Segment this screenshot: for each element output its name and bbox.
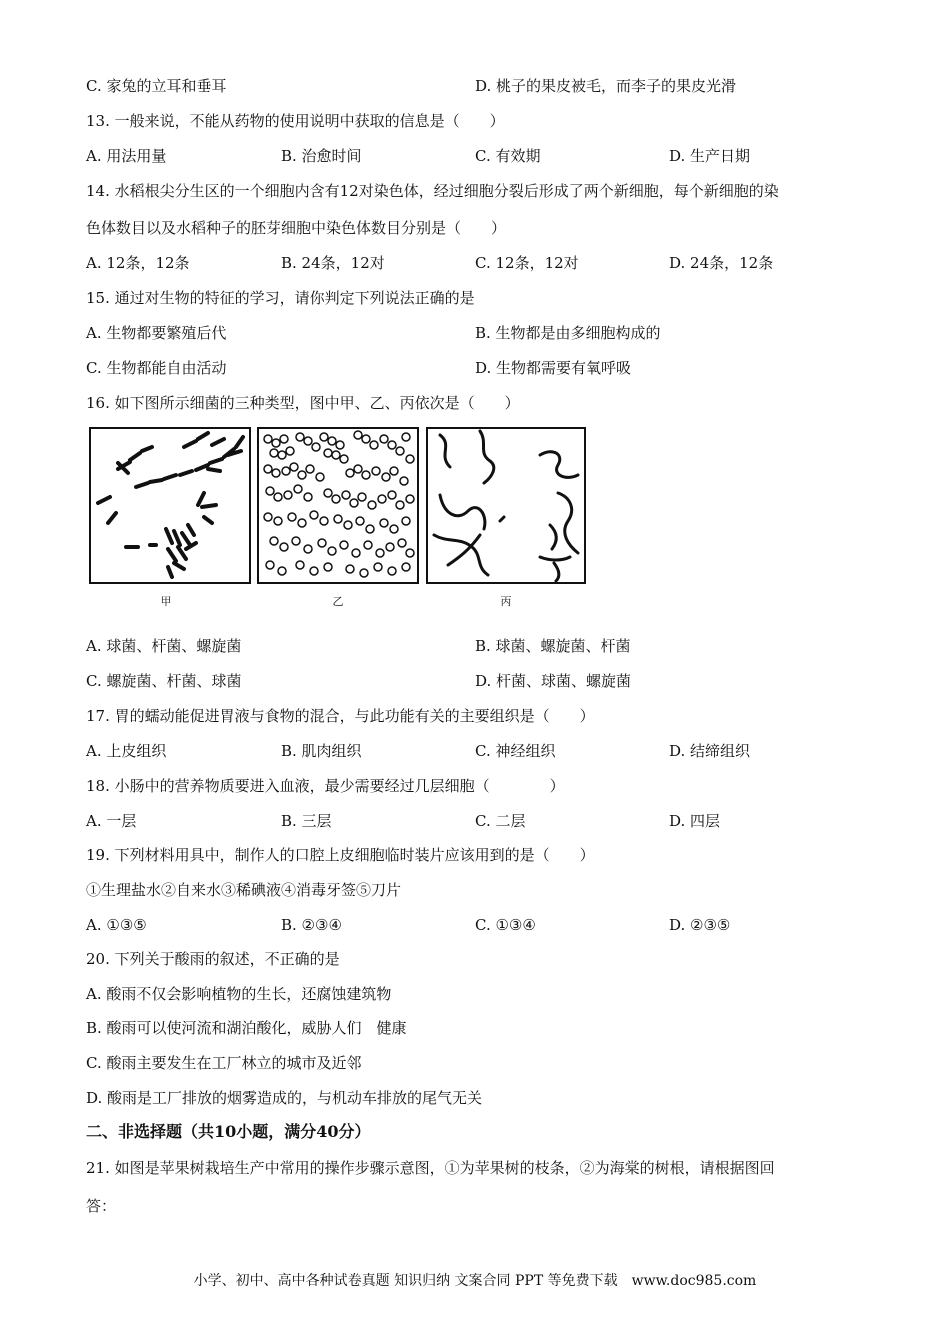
- q15-option-d: D. 生物都需要有氧呼吸: [475, 359, 632, 377]
- bacteria-figure: [88, 425, 588, 615]
- q19-option-a: A. ①③⑤: [86, 916, 147, 934]
- spirilla-panel: [427, 428, 585, 583]
- q18-option-d: D. 四层: [669, 812, 721, 830]
- q15-option-a: A. 生物都要繁殖后代: [86, 324, 227, 342]
- q17-stem: 17. 胃的蠕动能促进胃液与食物的混合，与此功能有关的主要组织是（ ）: [86, 707, 595, 725]
- q14-option-d: D. 24条，12条: [669, 254, 774, 272]
- q19-option-c: C. ①③④: [475, 916, 536, 934]
- q13-option-a: A. 用法用量: [86, 147, 167, 165]
- q13-stem: 13. 一般来说，不能从药物的使用说明中获取的信息是（ ）: [86, 112, 505, 130]
- q20-option-d: D. 酸雨是工厂排放的烟雾造成的，与机动车排放的尾气无关: [86, 1089, 483, 1107]
- figure-label-yi: 乙: [332, 595, 344, 608]
- q13-option-d: D. 生产日期: [669, 147, 751, 165]
- q13-option-c: C. 有效期: [475, 147, 541, 165]
- q19-stem: 19. 下列材料用具中，制作人的口腔上皮细胞临时装片应该用到的是（ ）: [86, 846, 595, 864]
- q16-option-b: B. 球菌、螺旋菌、杆菌: [475, 637, 631, 655]
- q16-option-d: D. 杆菌、球菌、螺旋菌: [475, 672, 632, 690]
- q14-option-b: B. 24条，12对: [281, 254, 385, 272]
- q15-stem: 15. 通过对生物的特征的学习，请你判定下列说法正确的是: [86, 289, 475, 307]
- q15-option-c: C. 生物都能自由活动: [86, 359, 227, 377]
- q20-option-a: A. 酸雨不仅会影响植物的生长，还腐蚀建筑物: [86, 985, 392, 1003]
- q18-option-a: A. 一层: [86, 812, 137, 830]
- q19-option-b: B. ②③④: [281, 916, 342, 934]
- q17-option-b: B. 肌肉组织: [281, 742, 362, 760]
- q19-materials: ①生理盐水②自来水③稀碘液④消毒牙签⑤刀片: [86, 881, 402, 899]
- q13-option-b: B. 治愈时间: [281, 147, 362, 165]
- q18-option-b: B. 三层: [281, 812, 332, 830]
- section-heading: 二、非选择题（共10小题，满分40分）: [86, 1122, 371, 1141]
- q14-option-a: A. 12条，12条: [86, 254, 190, 272]
- figure-label-bing: 丙: [500, 595, 512, 608]
- q17-option-c: C. 神经组织: [475, 742, 556, 760]
- q16-option-a: A. 球菌、杆菌、螺旋菌: [86, 637, 242, 655]
- q21-stem-line1: 21. 如图是苹果树栽培生产中常用的操作步骤示意图，①为苹果树的枝条，②为海棠的树根，请根据图回: [86, 1159, 775, 1177]
- q12-option-d: D. 桃子的果皮被毛，而李子的果皮光滑: [475, 77, 737, 95]
- cocci-panel: [258, 428, 418, 583]
- q15-option-b: B. 生物都是由多细胞构成的: [475, 324, 661, 342]
- q21-stem-line2: 答：: [86, 1197, 117, 1215]
- q20-option-c: C. 酸雨主要发生在工厂林立的城市及近邻: [86, 1054, 362, 1072]
- q20-stem: 20. 下列关于酸雨的叙述，不正确的是: [86, 950, 340, 968]
- q18-option-c: C. 二层: [475, 812, 526, 830]
- q12-option-c: C. 家兔的立耳和垂耳: [86, 77, 227, 95]
- q17-option-d: D. 结缔组织: [669, 742, 751, 760]
- q14-stem-line2: 色体数目以及水稻种子的胚芽细胞中染色体数目分别是（ ）: [86, 219, 507, 237]
- q18-stem: 18. 小肠中的营养物质要进入血液，最少需要经过几层细胞（ ）: [86, 777, 565, 795]
- q16-option-c: C. 螺旋菌、杆菌、球菌: [86, 672, 242, 690]
- q14-stem-line1: 14. 水稻根尖分生区的一个细胞内含有12对染色体，经过细胞分裂后形成了两个新细胞，每个新细胞的染: [86, 182, 779, 200]
- page-footer: 小学、初中、高中各种试卷真题 知识归纳 文案合同 PPT 等免费下载 www.doc985.com: [193, 1273, 757, 1289]
- figure-label-jia: 甲: [160, 595, 172, 608]
- q16-stem: 16. 如下图所示细菌的三种类型，图中甲、乙、丙依次是（ ）: [86, 394, 520, 412]
- q20-option-b: B. 酸雨可以使河流和湖泊酸化，威胁人们 健康: [86, 1019, 407, 1037]
- q19-option-d: D. ②③⑤: [669, 916, 731, 934]
- q17-option-a: A. 上皮组织: [86, 742, 167, 760]
- q14-option-c: C. 12条，12对: [475, 254, 579, 272]
- rod-bacteria-panel: [90, 428, 250, 583]
